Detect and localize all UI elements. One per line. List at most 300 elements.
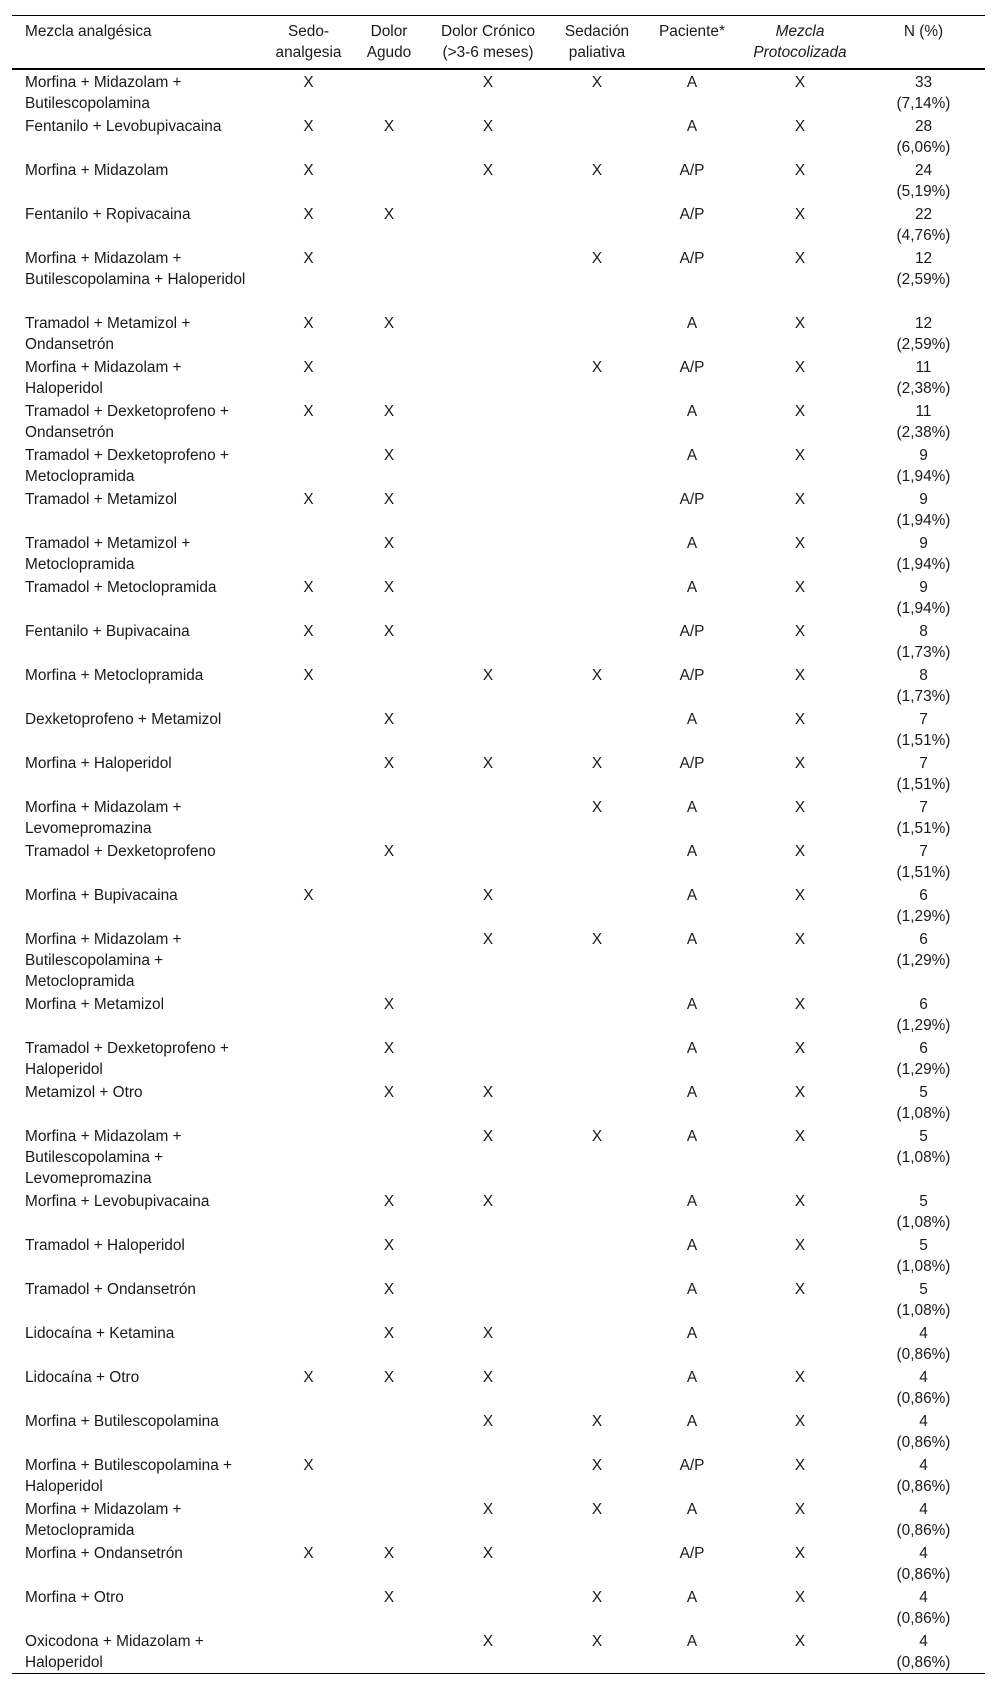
cell-mezcla: Fentanilo + Levobupivacaina	[25, 118, 222, 135]
cell-n-percent	[862, 443, 985, 487]
cell-sedoanalgesia	[267, 1409, 350, 1453]
cell-mezcla-protocolizada: X	[794, 447, 806, 464]
cell-n-count: 4	[919, 1413, 928, 1430]
cell-sedoanalgesia: X	[303, 74, 314, 91]
cell-n-percent	[862, 202, 985, 246]
cell-sedoanalgesia: X	[303, 491, 314, 508]
cell-dolor-cronico: X	[482, 1501, 494, 1518]
cell-dolor-agudo: X	[383, 403, 395, 420]
cell-percent: (2,59%)	[896, 336, 951, 353]
cell-dolor-agudo: X	[383, 491, 395, 508]
cell-paciente: A	[686, 996, 698, 1013]
cell-percent: (2,38%)	[896, 424, 951, 441]
cell-n-count: 5	[919, 1237, 928, 1254]
cell-paciente: A	[686, 1281, 698, 1298]
cell-percent: (1,94%)	[896, 512, 951, 529]
cell-n-count: 6	[919, 996, 928, 1013]
table-row	[12, 1453, 985, 1497]
cell-n-count: 7	[919, 755, 928, 772]
cell-sedoanalgesia	[267, 707, 350, 751]
cell-mezcla: Morfina + Metamizol	[25, 996, 164, 1013]
cell-dolor-cronico	[428, 1277, 548, 1321]
cell-mezcla-protocolizada: X	[794, 755, 806, 772]
cell-n-count: 9	[919, 447, 928, 464]
cell-dolor-agudo: X	[383, 1589, 395, 1606]
cell-dolor-agudo: X	[383, 206, 395, 223]
table-row	[12, 1497, 985, 1541]
cell-sedacion-paliativa	[548, 839, 646, 883]
cell-sedoanalgesia	[267, 1080, 350, 1124]
cell-paciente: A/P	[679, 623, 705, 640]
cell-sedacion-paliativa	[548, 883, 646, 927]
cell-sedacion-paliativa	[548, 114, 646, 158]
cell-mezcla-protocolizada	[738, 1321, 862, 1365]
cell-n-count: 8	[919, 623, 928, 640]
cell-paciente: A	[686, 1633, 698, 1650]
cell-dolor-cronico: X	[482, 931, 494, 948]
cell-percent: (4,76%)	[896, 227, 951, 244]
cell-n-percent	[862, 1453, 985, 1497]
cell-mezcla-protocolizada: X	[794, 1633, 806, 1650]
cell-n-percent	[862, 663, 985, 707]
cell-dolor-cronico	[428, 575, 548, 619]
cell-dolor-cronico: X	[482, 667, 494, 684]
cell-dolor-agudo	[350, 1409, 428, 1453]
cell-n-count: 8	[919, 667, 928, 684]
cell-percent: (0,86%)	[896, 1434, 951, 1451]
cell-n-percent	[862, 355, 985, 399]
cell-dolor-agudo: X	[383, 1369, 395, 1386]
cell-sedacion-paliativa	[548, 1541, 646, 1585]
cell-dolor-cronico: X	[482, 74, 494, 91]
cell-dolor-agudo: X	[383, 711, 395, 728]
cell-mezcla-protocolizada: X	[794, 843, 806, 860]
cell-paciente: A	[686, 843, 698, 860]
cell-n-count: 28	[914, 118, 933, 135]
cell-paciente: A	[686, 887, 698, 904]
cell-mezcla-protocolizada: X	[794, 491, 806, 508]
cell-sedacion-paliativa	[548, 1365, 646, 1409]
cell-paciente: A	[686, 1413, 698, 1430]
table-row	[12, 1629, 985, 1674]
cell-n-percent	[862, 1277, 985, 1321]
cell-n-percent	[862, 1189, 985, 1233]
table-row	[12, 883, 985, 927]
cell-n-count: 6	[919, 1040, 928, 1057]
cell-n-count: 6	[919, 887, 928, 904]
cell-mezcla-protocolizada: X	[794, 1040, 806, 1057]
cell-sedoanalgesia: X	[303, 315, 314, 332]
cell-n-count: 7	[919, 711, 928, 728]
cell-percent: (0,86%)	[896, 1566, 951, 1583]
cell-dolor-agudo: X	[383, 447, 395, 464]
cell-percent: (1,94%)	[896, 556, 951, 573]
cell-dolor-cronico	[428, 1585, 548, 1629]
cell-n-count: 4	[919, 1545, 928, 1562]
cell-sedacion-paliativa	[548, 487, 646, 531]
cell-n-count: 4	[919, 1501, 928, 1518]
cell-dolor-cronico: X	[482, 1128, 494, 1145]
cell-percent: (2,59%)	[896, 271, 951, 288]
cell-n-percent	[862, 883, 985, 927]
cell-dolor-cronico	[428, 619, 548, 663]
cell-mezcla-protocolizada: X	[794, 1589, 806, 1606]
table-row	[12, 487, 985, 531]
cell-mezcla: Tramadol + Dexketoprofeno	[25, 843, 216, 860]
cell-dolor-cronico	[428, 443, 548, 487]
cell-sedoanalgesia: X	[303, 206, 314, 223]
cell-percent: (1,29%)	[896, 1017, 951, 1034]
cell-paciente: A/P	[679, 755, 705, 772]
cell-dolor-cronico	[428, 992, 548, 1036]
cell-dolor-cronico: X	[482, 1084, 494, 1101]
cell-mezcla: Lidocaína + Otro	[25, 1369, 140, 1386]
cell-dolor-cronico: X	[482, 162, 494, 179]
cell-mezcla-protocolizada: X	[794, 403, 806, 420]
cell-sedoanalgesia: X	[303, 579, 314, 596]
cell-dolor-cronico: X	[482, 755, 494, 772]
cell-mezcla-protocolizada: X	[794, 623, 806, 640]
cell-n-percent	[862, 1585, 985, 1629]
cell-n-percent	[862, 839, 985, 883]
cell-dolor-agudo: X	[383, 1281, 395, 1298]
cell-paciente: A/P	[679, 667, 705, 684]
table-row	[12, 1124, 985, 1189]
cell-dolor-agudo	[350, 355, 428, 399]
cell-dolor-agudo: X	[383, 118, 395, 135]
cell-paciente: A	[686, 1040, 698, 1057]
cell-mezcla-protocolizada: X	[794, 74, 806, 91]
cell-sedoanalgesia	[267, 443, 350, 487]
cell-mezcla: Lidocaína + Ketamina	[25, 1325, 175, 1342]
cell-paciente: A	[686, 1084, 698, 1101]
cell-sedacion-paliativa	[548, 1277, 646, 1321]
cell-paciente: A	[686, 118, 698, 135]
cell-n-percent	[862, 1080, 985, 1124]
cell-mezcla: Tramadol + Dexketoprofeno + Haloperidol	[25, 1040, 229, 1078]
cell-percent: (1,51%)	[896, 864, 951, 881]
cell-dolor-cronico	[428, 1233, 548, 1277]
header-dolor-cronico: Dolor Crónico (>3-6 meses)	[440, 23, 536, 61]
cell-dolor-cronico	[428, 246, 548, 311]
cell-paciente: A/P	[679, 250, 705, 267]
cell-paciente: A	[686, 74, 698, 91]
cell-sedacion-paliativa	[548, 1080, 646, 1124]
cell-n-percent	[862, 1321, 985, 1365]
cell-n-count: 24	[914, 162, 933, 179]
cell-n-percent	[862, 619, 985, 663]
table-row	[12, 1409, 985, 1453]
cell-percent: (1,08%)	[896, 1258, 951, 1275]
cell-sedoanalgesia	[267, 1629, 350, 1674]
table-row	[12, 1541, 985, 1585]
table-row	[12, 399, 985, 443]
cell-mezcla-protocolizada: X	[794, 996, 806, 1013]
cell-mezcla: Morfina + Midazolam + Butilescopolamina + Levomepromazina	[25, 1128, 182, 1187]
cell-n-count: 11	[915, 359, 932, 376]
cell-sedacion-paliativa: X	[591, 1457, 603, 1474]
cell-percent: (1,29%)	[896, 952, 951, 969]
cell-mezcla: Morfina + Midazolam + Haloperidol	[25, 359, 182, 397]
cell-sedoanalgesia	[267, 531, 350, 575]
cell-sedacion-paliativa	[548, 619, 646, 663]
cell-n-count: 33	[914, 74, 933, 91]
cell-dolor-agudo: X	[383, 1237, 395, 1254]
cell-sedoanalgesia	[267, 927, 350, 992]
cell-sedacion-paliativa	[548, 202, 646, 246]
cell-dolor-cronico	[428, 202, 548, 246]
cell-n-percent	[862, 311, 985, 355]
cell-sedoanalgesia	[267, 795, 350, 839]
cell-mezcla: Morfina + Haloperidol	[25, 755, 172, 772]
cell-n-percent	[862, 246, 985, 311]
cell-sedacion-paliativa: X	[591, 1413, 603, 1430]
table-row	[12, 663, 985, 707]
cell-sedoanalgesia	[267, 1321, 350, 1365]
table-row	[12, 443, 985, 487]
cell-dolor-agudo	[350, 1124, 428, 1189]
cell-sedoanalgesia	[267, 1277, 350, 1321]
cell-mezcla-protocolizada: X	[794, 315, 806, 332]
table-row	[12, 246, 985, 311]
cell-mezcla: Fentanilo + Bupivacaina	[25, 623, 190, 640]
cell-sedoanalgesia	[267, 839, 350, 883]
cell-n-count: 4	[919, 1325, 928, 1342]
cell-dolor-agudo	[350, 795, 428, 839]
cell-mezcla: Morfina + Midazolam + Metoclopramida	[25, 1501, 182, 1539]
cell-sedoanalgesia	[267, 1233, 350, 1277]
cell-dolor-cronico	[428, 1453, 548, 1497]
cell-sedacion-paliativa	[548, 1189, 646, 1233]
cell-percent: (0,86%)	[896, 1654, 951, 1671]
cell-dolor-agudo	[350, 883, 428, 927]
cell-dolor-cronico	[428, 1036, 548, 1080]
cell-sedoanalgesia: X	[303, 403, 314, 420]
cell-percent: (1,29%)	[896, 1061, 951, 1078]
cell-sedacion-paliativa: X	[591, 162, 603, 179]
table-row	[12, 202, 985, 246]
cell-n-count: 22	[914, 206, 933, 223]
table-header	[12, 16, 985, 70]
cell-sedacion-paliativa: X	[591, 1589, 603, 1606]
cell-mezcla-protocolizada: X	[794, 359, 806, 376]
cell-percent: (1,08%)	[896, 1149, 951, 1166]
cell-mezcla-protocolizada: X	[794, 1128, 806, 1145]
table-row	[12, 311, 985, 355]
cell-paciente: A	[686, 315, 698, 332]
table-row	[12, 707, 985, 751]
cell-n-percent	[862, 1036, 985, 1080]
cell-sedoanalgesia: X	[303, 1369, 314, 1386]
table-row	[12, 575, 985, 619]
cell-sedoanalgesia	[267, 1585, 350, 1629]
cell-dolor-cronico	[428, 487, 548, 531]
cell-sedoanalgesia	[267, 1124, 350, 1189]
cell-mezcla: Tramadol + Metoclopramida	[25, 579, 217, 596]
cell-n-percent	[862, 1629, 985, 1674]
cell-dolor-agudo	[350, 69, 428, 114]
cell-sedoanalgesia: X	[303, 623, 314, 640]
cell-mezcla-protocolizada: X	[794, 118, 806, 135]
cell-n-percent	[862, 707, 985, 751]
cell-paciente: A/P	[679, 162, 705, 179]
cell-sedoanalgesia	[267, 992, 350, 1036]
cell-sedacion-paliativa: X	[591, 931, 603, 948]
cell-paciente: A	[686, 799, 698, 816]
cell-n-count: 4	[919, 1589, 928, 1606]
cell-dolor-cronico: X	[482, 1325, 494, 1342]
cell-percent: (1,51%)	[896, 732, 951, 749]
cell-paciente: A	[686, 1589, 698, 1606]
cell-mezcla-protocolizada: X	[794, 1457, 806, 1474]
cell-paciente: A	[686, 579, 698, 596]
cell-n-count: 4	[919, 1633, 928, 1650]
cell-mezcla: Morfina + Midazolam	[25, 162, 169, 179]
table-row	[12, 114, 985, 158]
cell-sedacion-paliativa	[548, 1321, 646, 1365]
cell-sedoanalgesia	[267, 1036, 350, 1080]
cell-mezcla: Dexketoprofeno + Metamizol	[25, 711, 222, 728]
cell-n-percent	[862, 992, 985, 1036]
cell-n-count: 7	[919, 799, 928, 816]
cell-mezcla: Oxicodona + Midazolam + Haloperidol	[25, 1633, 204, 1671]
header-n-percent: N (%)	[903, 23, 944, 40]
cell-sedacion-paliativa: X	[591, 1128, 603, 1145]
cell-percent: (5,19%)	[896, 183, 951, 200]
table-row	[12, 1036, 985, 1080]
cell-mezcla: Morfina + Midazolam + Butilescopolamina + Haloperidol	[25, 250, 246, 288]
cell-mezcla: Morfina + Midazolam + Levomepromazina	[25, 799, 182, 837]
cell-sedacion-paliativa	[548, 575, 646, 619]
cell-n-percent	[862, 158, 985, 202]
cell-mezcla-protocolizada: X	[794, 250, 806, 267]
table-row	[12, 158, 985, 202]
cell-sedoanalgesia: X	[303, 118, 314, 135]
cell-n-count: 5	[919, 1084, 928, 1101]
cell-percent: (2,38%)	[896, 380, 951, 397]
cell-sedoanalgesia	[267, 1497, 350, 1541]
cell-mezcla: Tramadol + Metamizol + Ondansetrón	[25, 315, 191, 353]
cell-n-percent	[862, 114, 985, 158]
cell-n-count: 9	[919, 491, 928, 508]
cell-n-percent	[862, 531, 985, 575]
cell-mezcla: Morfina + Midazolam + Butilescopolamina + Metoclopramida	[25, 931, 182, 990]
cell-dolor-agudo	[350, 246, 428, 311]
cell-paciente: A	[686, 1501, 698, 1518]
cell-percent: (0,86%)	[896, 1478, 951, 1495]
cell-mezcla-protocolizada: X	[794, 1237, 806, 1254]
cell-sedoanalgesia	[267, 751, 350, 795]
cell-n-percent	[862, 927, 985, 992]
cell-paciente: A	[686, 711, 698, 728]
cell-sedacion-paliativa: X	[591, 250, 603, 267]
cell-dolor-cronico: X	[482, 1369, 494, 1386]
cell-mezcla-protocolizada: X	[794, 1193, 806, 1210]
table-row	[12, 992, 985, 1036]
cell-dolor-agudo: X	[383, 996, 395, 1013]
cell-mezcla: Metamizol + Otro	[25, 1084, 143, 1101]
cell-sedoanalgesia: X	[303, 667, 314, 684]
cell-mezcla-protocolizada: X	[794, 799, 806, 816]
cell-mezcla-protocolizada: X	[794, 1369, 806, 1386]
cell-paciente: A	[686, 1237, 698, 1254]
cell-mezcla-protocolizada: X	[794, 1413, 806, 1430]
cell-percent: (1,08%)	[896, 1105, 951, 1122]
cell-sedacion-paliativa	[548, 992, 646, 1036]
cell-n-count: 4	[919, 1369, 928, 1386]
cell-percent: (1,29%)	[896, 908, 951, 925]
cell-n-count: 11	[915, 403, 932, 420]
cell-dolor-cronico: X	[482, 1193, 494, 1210]
cell-mezcla: Morfina + Midazolam + Butilescopolamina	[25, 74, 182, 112]
cell-paciente: A/P	[679, 359, 705, 376]
cell-n-count: 5	[919, 1128, 928, 1145]
cell-sedoanalgesia	[267, 1189, 350, 1233]
header-row	[12, 16, 985, 70]
cell-dolor-agudo: X	[383, 1545, 395, 1562]
table-row	[12, 1277, 985, 1321]
cell-mezcla-protocolizada: X	[794, 931, 806, 948]
cell-sedacion-paliativa: X	[591, 755, 603, 772]
cell-paciente: A/P	[679, 1545, 705, 1562]
cell-mezcla-protocolizada: X	[794, 1545, 806, 1562]
cell-mezcla: Tramadol + Metamizol	[25, 491, 178, 508]
analgesic-mix-table-container	[12, 15, 985, 1674]
cell-n-percent	[862, 795, 985, 839]
cell-n-percent	[862, 751, 985, 795]
header-sedacion-paliativa: Sedación paliativa	[564, 23, 630, 61]
cell-dolor-agudo: X	[383, 1325, 395, 1342]
cell-dolor-cronico: X	[482, 887, 494, 904]
cell-paciente: A	[686, 1193, 698, 1210]
cell-mezcla: Morfina + Levobupivacaina	[25, 1193, 210, 1210]
cell-n-count: 4	[919, 1457, 928, 1474]
table-row	[12, 1233, 985, 1277]
cell-sedacion-paliativa: X	[591, 1633, 603, 1650]
cell-n-count: 6	[919, 931, 928, 948]
cell-percent: (1,73%)	[896, 688, 951, 705]
table-body	[12, 69, 985, 1674]
cell-percent: (1,08%)	[896, 1214, 951, 1231]
cell-dolor-cronico: X	[482, 1413, 494, 1430]
table-row	[12, 69, 985, 114]
cell-mezcla-protocolizada: X	[794, 1501, 806, 1518]
header-paciente: Paciente*	[659, 23, 725, 40]
cell-dolor-cronico: X	[482, 1633, 494, 1650]
cell-sedacion-paliativa: X	[591, 359, 603, 376]
cell-sedoanalgesia: X	[303, 1545, 314, 1562]
cell-sedacion-paliativa	[548, 1233, 646, 1277]
cell-percent: (1,73%)	[896, 644, 951, 661]
table-row	[12, 355, 985, 399]
cell-percent: (1,51%)	[896, 820, 951, 837]
cell-n-count: 12	[914, 250, 933, 267]
table-row	[12, 1321, 985, 1365]
table-row	[12, 1189, 985, 1233]
cell-n-percent	[862, 399, 985, 443]
cell-mezcla-protocolizada: X	[794, 535, 806, 552]
cell-n-percent	[862, 1541, 985, 1585]
cell-n-count: 5	[919, 1193, 928, 1210]
table-row	[12, 531, 985, 575]
cell-dolor-agudo	[350, 1629, 428, 1674]
cell-sedacion-paliativa: X	[591, 1501, 603, 1518]
cell-n-count: 7	[919, 843, 928, 860]
table-row	[12, 1365, 985, 1409]
table-row	[12, 1585, 985, 1629]
analgesic-mix-table	[12, 15, 985, 1674]
cell-sedacion-paliativa	[548, 399, 646, 443]
